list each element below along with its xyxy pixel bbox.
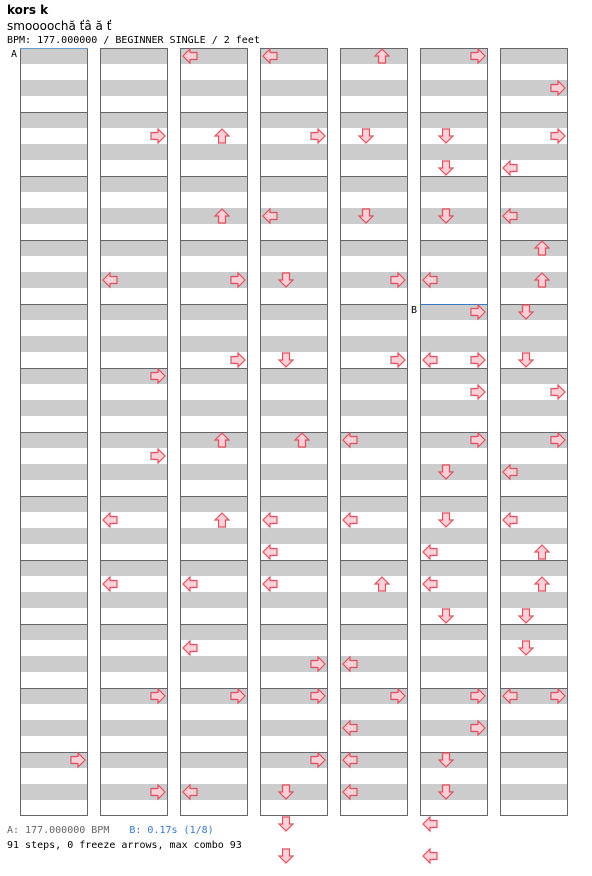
beat-stripe <box>20 432 88 448</box>
beat-stripe <box>420 144 488 160</box>
footer-legend <box>7 825 214 836</box>
beat-stripe <box>260 624 328 640</box>
beat-stripe <box>340 112 408 128</box>
beat-stripe <box>420 592 488 608</box>
right-arrow-icon <box>551 129 565 143</box>
beat-stripe <box>180 656 248 672</box>
beat-stripe <box>260 592 328 608</box>
beat-stripe <box>180 304 248 320</box>
beat-stripe <box>500 400 568 416</box>
beat-stripe <box>260 560 328 576</box>
song-artist: kors k <box>7 3 49 17</box>
step-stats: 91 steps, 0 freeze arrows, max combo 93 <box>7 840 242 851</box>
beat-stripe <box>100 656 168 672</box>
beat-stripe <box>20 720 88 736</box>
beat-stripe <box>500 112 568 128</box>
beat-stripe <box>260 496 328 512</box>
beat-stripe <box>420 624 488 640</box>
down-arrow-icon <box>519 353 533 367</box>
up-arrow-icon <box>535 577 549 591</box>
beat-stripe <box>500 784 568 800</box>
beat-stripe <box>500 528 568 544</box>
beat-stripe <box>500 336 568 352</box>
beat-stripe <box>180 560 248 576</box>
beat-stripe <box>180 592 248 608</box>
beat-stripe <box>100 208 168 224</box>
beat-stripe <box>500 560 568 576</box>
beat-stripe <box>500 656 568 672</box>
beat-stripe <box>260 176 328 192</box>
beat-stripe <box>420 400 488 416</box>
beat-stripe <box>500 752 568 768</box>
beat-stripe <box>100 592 168 608</box>
beat-stripe <box>180 368 248 384</box>
down-arrow-icon <box>439 161 453 175</box>
down-arrow-icon <box>439 609 453 623</box>
beat-stripe <box>180 752 248 768</box>
beat-stripe <box>420 176 488 192</box>
beat-stripe <box>340 336 408 352</box>
down-arrow-icon <box>279 353 293 367</box>
left-arrow-icon <box>503 161 517 175</box>
beat-stripe <box>340 400 408 416</box>
beat-stripe <box>340 208 408 224</box>
beat-stripe <box>100 752 168 768</box>
up-arrow-icon <box>535 545 549 559</box>
left-arrow-icon <box>423 817 437 831</box>
down-arrow-icon <box>279 849 293 863</box>
beat-stripe <box>340 496 408 512</box>
beat-stripe <box>260 304 328 320</box>
beat-stripe <box>100 464 168 480</box>
beat-stripe <box>100 112 168 128</box>
beat-stripe <box>180 464 248 480</box>
beat-stripe <box>100 240 168 256</box>
left-arrow-icon <box>343 513 357 527</box>
beat-stripe <box>260 368 328 384</box>
up-arrow-icon <box>375 577 389 591</box>
marker-label: B <box>411 305 418 316</box>
beat-stripe <box>20 176 88 192</box>
right-arrow-icon <box>151 449 165 463</box>
beat-stripe <box>20 624 88 640</box>
right-arrow-icon <box>311 129 325 143</box>
left-arrow-icon <box>423 545 437 559</box>
song-title: smoooochă ťâ ă ť <box>7 19 112 33</box>
beat-stripe <box>260 720 328 736</box>
beat-stripe <box>20 784 88 800</box>
up-arrow-icon <box>215 129 229 143</box>
chart-column <box>20 48 88 816</box>
beat-stripe <box>340 624 408 640</box>
right-arrow-icon <box>231 353 245 367</box>
beat-stripe <box>340 304 408 320</box>
beat-stripe <box>100 560 168 576</box>
beat-stripe <box>20 560 88 576</box>
marker-label: A <box>11 49 18 60</box>
beat-stripe <box>20 464 88 480</box>
beat-stripe <box>20 496 88 512</box>
down-arrow-icon <box>279 817 293 831</box>
beat-stripe <box>420 784 488 800</box>
stop-legend: B: 0.17s (1/8) <box>129 825 214 836</box>
beat-stripe <box>180 400 248 416</box>
beat-stripe <box>260 336 328 352</box>
beat-stripe <box>180 240 248 256</box>
beat-stripe <box>100 720 168 736</box>
beat-stripe <box>260 112 328 128</box>
right-arrow-icon <box>151 129 165 143</box>
beat-stripe <box>340 368 408 384</box>
beat-stripe <box>100 144 168 160</box>
beat-stripe <box>420 336 488 352</box>
right-arrow-icon <box>471 385 485 399</box>
beat-stripe <box>260 240 328 256</box>
beat-stripe <box>20 304 88 320</box>
beat-stripe <box>180 496 248 512</box>
beat-stripe <box>180 80 248 96</box>
beat-stripe <box>20 208 88 224</box>
beat-stripe <box>420 240 488 256</box>
beat-stripe <box>420 560 488 576</box>
beat-stripe <box>100 48 168 64</box>
left-arrow-icon <box>503 513 517 527</box>
beat-stripe <box>260 432 328 448</box>
beat-stripe <box>100 400 168 416</box>
beat-stripe <box>500 720 568 736</box>
left-arrow-icon <box>423 577 437 591</box>
beat-stripe <box>20 656 88 672</box>
beat-stripe <box>500 592 568 608</box>
right-arrow-icon <box>471 353 485 367</box>
beat-stripe <box>260 80 328 96</box>
left-arrow-icon <box>423 849 437 863</box>
beat-stripe <box>260 784 328 800</box>
beat-stripe <box>420 528 488 544</box>
beat-stripe <box>340 464 408 480</box>
beat-stripe <box>500 272 568 288</box>
left-arrow-icon <box>103 513 117 527</box>
beat-stripe <box>340 48 408 64</box>
beat-stripe <box>20 688 88 704</box>
beat-stripe <box>500 144 568 160</box>
beat-stripe <box>340 240 408 256</box>
beat-stripe <box>180 720 248 736</box>
up-arrow-icon <box>215 513 229 527</box>
beat-stripe <box>420 368 488 384</box>
beat-stripe <box>260 464 328 480</box>
beat-stripe <box>100 528 168 544</box>
left-arrow-icon <box>263 545 277 559</box>
beat-stripe <box>500 368 568 384</box>
bpm-legend: A: 177.000000 BPM <box>7 825 110 836</box>
beat-stripe <box>20 368 88 384</box>
beat-stripe <box>180 112 248 128</box>
left-arrow-icon <box>183 641 197 655</box>
beat-stripe <box>20 272 88 288</box>
beat-stripe <box>500 624 568 640</box>
beat-stripe <box>500 304 568 320</box>
beat-stripe <box>420 752 488 768</box>
beat-stripe <box>180 528 248 544</box>
beat-stripe <box>20 400 88 416</box>
beat-stripe <box>340 80 408 96</box>
beat-stripe <box>180 336 248 352</box>
beat-stripe <box>180 176 248 192</box>
beat-stripe <box>500 496 568 512</box>
beat-stripe <box>20 48 88 64</box>
beat-stripe <box>420 464 488 480</box>
down-arrow-icon <box>439 513 453 527</box>
beat-stripe <box>260 528 328 544</box>
chart-info: BPM: 177.000000 / BEGINNER SINGLE / 2 feet <box>7 35 260 46</box>
beat-stripe <box>20 240 88 256</box>
down-arrow-icon <box>519 609 533 623</box>
left-arrow-icon <box>103 577 117 591</box>
beat-stripe <box>100 432 168 448</box>
beat-stripe <box>180 144 248 160</box>
right-arrow-icon <box>551 385 565 399</box>
beat-stripe <box>20 528 88 544</box>
beat-stripe <box>340 592 408 608</box>
beat-stripe <box>420 656 488 672</box>
beat-stripe <box>100 624 168 640</box>
beat-stripe <box>180 432 248 448</box>
beat-stripe <box>500 240 568 256</box>
beat-stripe <box>420 496 488 512</box>
left-arrow-icon <box>423 353 437 367</box>
beat-stripe <box>260 144 328 160</box>
beat-stripe <box>20 592 88 608</box>
beat-stripe <box>20 112 88 128</box>
left-arrow-icon <box>183 577 197 591</box>
beat-stripe <box>260 272 328 288</box>
down-arrow-icon <box>439 129 453 143</box>
beat-stripe <box>100 80 168 96</box>
beat-stripe <box>340 560 408 576</box>
beat-stripe <box>100 336 168 352</box>
beat-stripe <box>100 304 168 320</box>
beat-stripe <box>420 208 488 224</box>
beat-stripe <box>420 112 488 128</box>
down-arrow-icon <box>359 129 373 143</box>
beat-stripe <box>260 400 328 416</box>
beat-stripe <box>100 176 168 192</box>
right-arrow-icon <box>391 353 405 367</box>
beat-stripe <box>340 528 408 544</box>
beat-stripe <box>20 336 88 352</box>
left-arrow-icon <box>263 513 277 527</box>
beat-stripe <box>20 144 88 160</box>
beat-stripe <box>180 208 248 224</box>
down-arrow-icon <box>519 641 533 655</box>
beat-stripe <box>100 496 168 512</box>
beat-stripe <box>500 176 568 192</box>
beat-stripe <box>20 80 88 96</box>
beat-stripe <box>180 624 248 640</box>
beat-stripe <box>340 176 408 192</box>
left-arrow-icon <box>263 577 277 591</box>
beat-stripe <box>420 80 488 96</box>
beat-stripe <box>500 48 568 64</box>
beat-stripe <box>340 144 408 160</box>
